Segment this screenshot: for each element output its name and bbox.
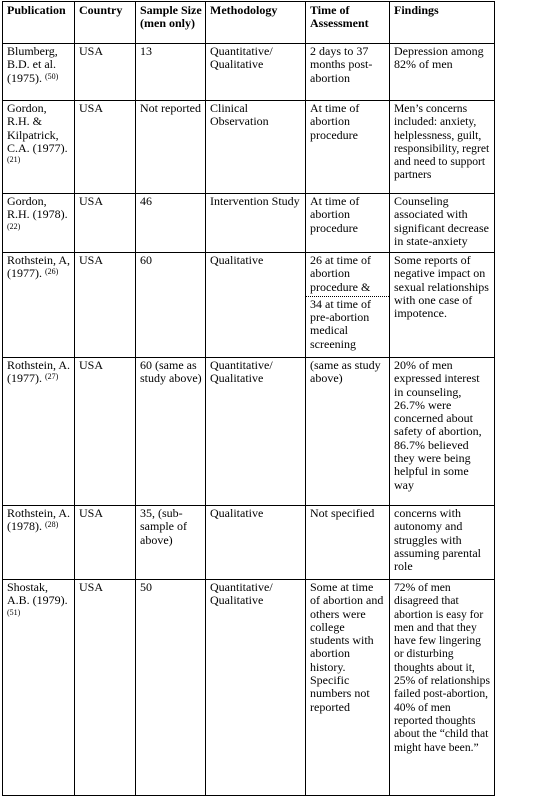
country-cell: USA	[75, 194, 136, 253]
country-cell: USA	[75, 101, 136, 194]
sample-size-cell: 35, (sub-sample of above)	[136, 506, 206, 580]
sample-size-cell: 46	[136, 194, 206, 253]
findings-cell: Counseling associated with significant decrease in state-anxiety	[390, 194, 495, 253]
methodology-cell: Quantitative/ Qualitative	[206, 580, 306, 796]
table-row	[3, 194, 495, 253]
country-cell: USA	[75, 358, 136, 506]
reference-number: (50)	[45, 71, 59, 81]
reference-number: (22)	[7, 221, 21, 231]
publication-cell: Rothstein, A. (1978). $^{(28)}$	[3, 506, 75, 580]
reference-number: (27)	[45, 372, 59, 382]
reference-number: (26)	[45, 267, 59, 277]
methodology-cell: Quantitative/ Qualitative	[206, 44, 306, 101]
time-of-assessment-part-2: 34 at time of pre-abortion medical screening	[310, 296, 371, 351]
header-findings: Findings	[390, 2, 495, 44]
header-row	[3, 2, 495, 44]
publication-cell: Rothstein, A. (1977). $^{(27)}$	[3, 358, 75, 506]
findings-cell: 20% of men expressed interest in counseling, 26.7% were concerned about safety of abortion, 86.7% believed they were being helpful in some way	[390, 358, 495, 506]
methodology-cell: Quantitative/ Qualitative	[206, 358, 306, 506]
findings-cell: 72% of men disagreed that abortion is easy for men and that they have few lingering or disturbing thoughts about it, 25% of relationships failed post-abortion, 40% of men reported thoughts about the “child that might have been.”	[390, 580, 495, 796]
studies-table	[2, 1, 495, 796]
time-of-assessment-cell: At time of abortion procedure	[306, 101, 390, 194]
publication-cell: Rothstein, A, (1977). $^{(26)}$	[3, 253, 75, 358]
time-of-assessment-part-1: 26 at time of abortion procedure &	[306, 254, 389, 297]
time-of-assessment-cell: 2 days to 37 months post-abortion	[306, 44, 390, 101]
reference-number: (51)	[7, 607, 21, 617]
table-row	[3, 253, 495, 358]
time-of-assessment-cell: Some at time of abortion and others were college students with abortion history. Specific numbers not reported	[306, 580, 390, 796]
findings-cell: concerns with autonomy and struggles with assuming parental role	[390, 506, 495, 580]
header-methodology: Methodology	[206, 2, 306, 44]
methodology-cell: Clinical Observation	[206, 101, 306, 194]
table-row	[3, 580, 495, 796]
methodology-cell: Qualitative	[206, 506, 306, 580]
publication-cell: Gordon, R.H. (1978). $^{(22)}$	[3, 194, 75, 253]
table-row	[3, 44, 495, 101]
header-time-of-assessment: Time of Assessment	[306, 2, 390, 44]
time-of-assessment-cell	[306, 253, 390, 358]
reference-number: (21)	[7, 155, 21, 165]
header-sample-size: Sample Size (men only)	[136, 2, 206, 44]
findings-cell: Some reports of negative impact on sexual relationships with one case of impotence.	[390, 253, 495, 358]
header-country: Country	[75, 2, 136, 44]
time-of-assessment-cell: At time of abortion procedure	[306, 194, 390, 253]
sample-size-cell: 50	[136, 580, 206, 796]
publication-cell: Gordon, R.H. & Kilpatrick, C.A. (1977). $^{(21)}$	[3, 101, 75, 194]
sample-size-cell: Not reported	[136, 101, 206, 194]
country-cell: USA	[75, 253, 136, 358]
sample-size-cell: 60	[136, 253, 206, 358]
sample-size-cell: 13	[136, 44, 206, 101]
findings-cell: Depression among 82% of men	[390, 44, 495, 101]
table-row	[3, 358, 495, 506]
country-cell: USA	[75, 580, 136, 796]
publication-cell: Blumberg, B.D. et al. (1975). $^{(50)}$	[3, 44, 75, 101]
country-cell: USA	[75, 44, 136, 101]
reference-number: (28)	[45, 520, 59, 530]
time-of-assessment-cell: (same as study above)	[306, 358, 390, 506]
table-row	[3, 506, 495, 580]
methodology-cell: Intervention Study	[206, 194, 306, 253]
table-row	[3, 101, 495, 194]
time-of-assessment-cell: Not specified	[306, 506, 390, 580]
country-cell: USA	[75, 506, 136, 580]
publication-cell: Shostak, A.B. (1979). $^{(51)}$	[3, 580, 75, 796]
header-publication: Publication	[3, 2, 75, 44]
sample-size-cell: 60 (same as study above)	[136, 358, 206, 506]
methodology-cell: Qualitative	[206, 253, 306, 358]
findings-cell: Men’s concerns included: anxiety, helplessness, guilt, responsibility, regret and need to support partners	[390, 101, 495, 194]
